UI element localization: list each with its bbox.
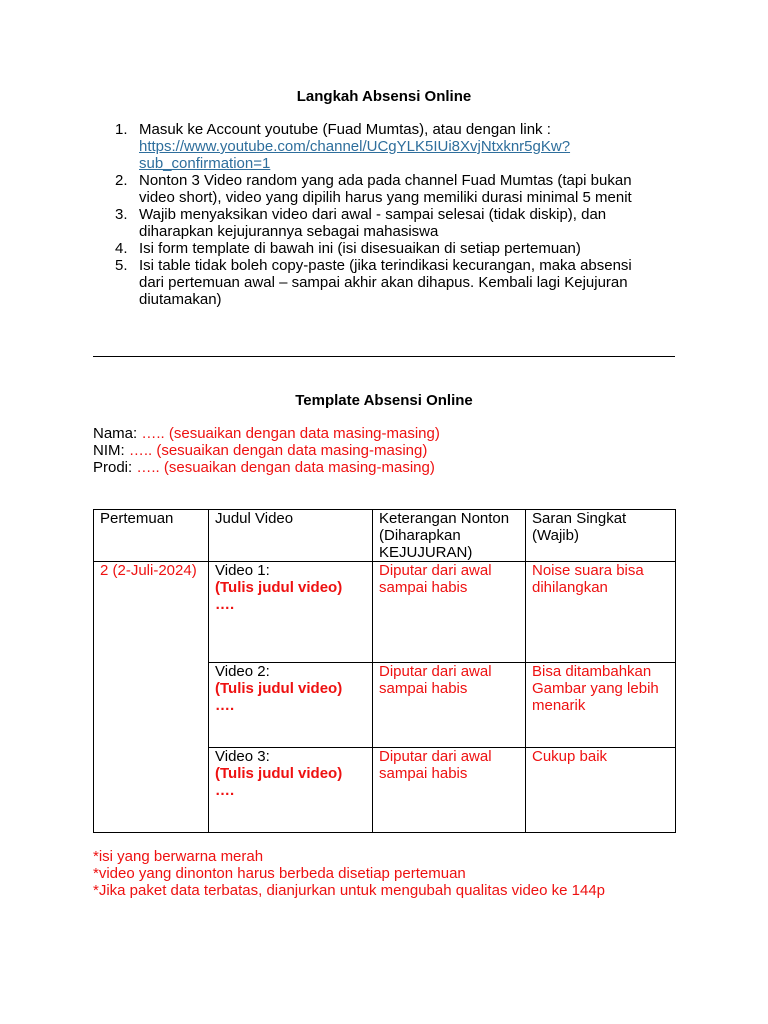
header-saran — [526, 510, 676, 562]
judul-video-cell[interactable] — [209, 663, 373, 748]
step-number: 2. — [115, 172, 128, 189]
note-line: *Jika paket data terbatas, dianjurkan untuk mengubah qualitas video ke 144p — [93, 882, 606, 899]
attendance-table — [93, 509, 676, 833]
step-text: Nonton 3 Video random yang ada pada channel Fuad Mumtas (tapi bukan — [139, 172, 632, 189]
saran-text: Bisa ditambahkan — [532, 663, 652, 680]
header-label: Pertemuan — [100, 510, 174, 527]
header-label: Keterangan Nonton — [379, 510, 510, 527]
youtube-channel-link[interactable] — [139, 138, 709, 172]
header-pertemuan — [94, 510, 209, 562]
header-label: KEJUJURAN) — [379, 544, 473, 561]
step-text: video short), video yang dipilih harus yang memiliki durasi minimal 5 menit — [139, 189, 632, 206]
step-text: Isi form template di bawah ini (isi disesuaikan di setiap pertemuan) — [139, 240, 581, 257]
video-title-placeholder: (Tulis judul video) — [215, 680, 343, 697]
horizontal-divider — [93, 356, 675, 357]
saran-text: menarik — [532, 697, 586, 714]
nim-line — [93, 442, 673, 459]
note-line: *isi yang berwarna merah — [93, 848, 264, 865]
keterangan-text: sampai habis — [379, 579, 468, 596]
saran-text: dihilangkan — [532, 579, 608, 596]
judul-video-cell[interactable] — [209, 562, 373, 663]
link-line: https://www.youtube.com/channel/UCgYLK5IUi8XvjNtxknr5gKw? — [139, 138, 571, 155]
keterangan-cell[interactable] — [373, 562, 526, 663]
template-title: Template Absensi Online — [295, 392, 473, 409]
keterangan-text: Diputar dari awal — [379, 663, 492, 680]
step-number: 1. — [115, 121, 128, 138]
video-title-placeholder: (Tulis judul video) — [215, 765, 343, 782]
identity-block — [93, 425, 673, 476]
judul-video-cell[interactable] — [209, 748, 373, 833]
keterangan-text: Diputar dari awal — [379, 562, 492, 579]
pertemuan-cell[interactable] — [94, 562, 209, 833]
keterangan-text: Diputar dari awal — [379, 748, 492, 765]
saran-text: Noise suara bisa — [532, 562, 644, 579]
header-label: (Wajib) — [532, 527, 579, 544]
step-text: Wajib menyaksikan video dari awal - sampai selesai (tidak diskip), dan — [139, 206, 607, 223]
video-dots: …. — [215, 697, 235, 714]
step-text: diutamakan) — [139, 291, 222, 308]
prodi-line — [93, 459, 673, 476]
keterangan-cell[interactable] — [373, 663, 526, 748]
step-text: Isi table tidak boleh copy-paste (jika terindikasi kecurangan, maka absensi — [139, 257, 632, 274]
table-row — [94, 562, 676, 663]
prodi-label: Prodi: — [93, 459, 133, 476]
saran-text: Cukup baik — [532, 748, 608, 765]
step-2 — [115, 172, 709, 206]
video-label: Video 2: — [215, 663, 270, 680]
nim-value: ….. (sesuaikan dengan data masing-masing) — [128, 442, 428, 459]
video-label: Video 3: — [215, 748, 270, 765]
saran-cell[interactable] — [526, 748, 676, 833]
notes-block — [93, 848, 693, 899]
step-number: 5. — [115, 257, 128, 274]
header-label: Judul Video — [215, 510, 294, 527]
keterangan-text: sampai habis — [379, 680, 468, 697]
keterangan-cell[interactable] — [373, 748, 526, 833]
nama-line — [93, 425, 673, 442]
step-text: diharapkan kejujurannya sebagai mahasiswa — [139, 223, 439, 240]
step-number: 4. — [115, 240, 128, 257]
nama-label: Nama: — [93, 425, 138, 442]
prodi-value: ….. (sesuaikan dengan data masing-masing) — [136, 459, 435, 476]
step-1 — [115, 121, 709, 172]
header-judul-video — [209, 510, 373, 562]
video-title-placeholder: (Tulis judul video) — [215, 579, 343, 596]
step-text: Masuk ke Account youtube (Fuad Mumtas), atau dengan link : — [139, 121, 551, 138]
keterangan-text: sampai habis — [379, 765, 468, 782]
link-line: sub_confirmation=1 — [139, 155, 271, 172]
saran-text: Gambar yang lebih — [532, 680, 659, 697]
pertemuan-value: 2 (2-Juli-2024) — [100, 562, 197, 579]
video-dots: …. — [215, 782, 235, 799]
step-4 — [115, 240, 709, 257]
note-line: *video yang dinonton harus berbeda disetiap pertemuan — [93, 865, 466, 882]
step-number: 3. — [115, 206, 128, 223]
step-5 — [115, 257, 709, 308]
steps-list — [93, 121, 709, 308]
video-label: Video 1: — [215, 562, 270, 579]
saran-cell[interactable] — [526, 562, 676, 663]
header-keterangan — [373, 510, 526, 562]
nama-value: ….. (sesuaikan dengan data masing-masing) — [141, 425, 440, 442]
table-header-row — [94, 510, 676, 562]
header-label: (Diharapkan — [379, 527, 461, 544]
saran-cell[interactable] — [526, 663, 676, 748]
step-3 — [115, 206, 709, 240]
step-text: dari pertemuan awal – sampai akhir akan dihapus. Kembali lagi Kejujuran — [139, 274, 628, 291]
page-title: Langkah Absensi Online — [296, 88, 472, 105]
nim-label: NIM: — [93, 442, 125, 459]
header-label: Saran Singkat — [532, 510, 627, 527]
video-dots: …. — [215, 596, 235, 613]
